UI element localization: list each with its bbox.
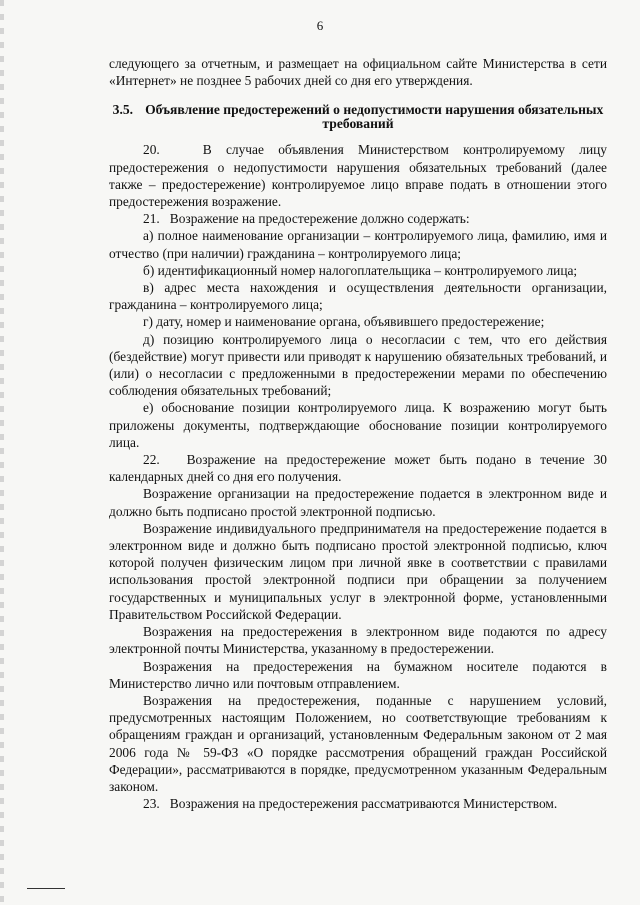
section-title: Объявление предостережений о недопустимости нарушения обязательных требований (145, 102, 604, 132)
paragraph-21: 21. Возражение на предостережение должно содержать: (143, 211, 470, 227)
paragraph-electronic-submission: Возражения на предостережения в электронном виде подаются по адресу электронной почты Министерства, указанному в предостережении. (109, 624, 607, 657)
list-item-v: в) адрес места нахождения и осуществления деятельности организации, гражданина – контролируемого лица; (109, 280, 607, 313)
list-item-e: е) обоснование позиции контролируемого лица. К возражению могут быть приложены документы, подтверждающие обоснование позиции контролируемого лица. (109, 400, 607, 450)
list-item-d: д) позицию контролируемого лица о несогласии с тем, что его действия (бездействие) могут привести или приводят к нарушению обязательных требований, и (или) о несогласии с предложенными в предостережении мерами по обеспечению соблюдения обязательных требований; (109, 331, 607, 399)
list-item-b: б) идентификационный номер налогоплательщика – контролируемого лица; (143, 262, 578, 278)
section-heading (109, 103, 607, 131)
paragraph-22: 22. Возражение на предостережение может быть подано в течение 30 календарных дней со дня его получения. (109, 452, 607, 485)
footer-rule (27, 888, 65, 889)
paragraph-organization-objection: Возражение организации на предостережение подается в электронном виде и должно быть подписано простой электронной подписью. (109, 486, 607, 519)
list-item-g: г) дату, номер и наименование органа, объявившего предостережение; (143, 314, 545, 330)
paragraph-23: 23. Возражения на предостережения рассматриваются Министерством. (143, 796, 558, 812)
paragraph-continuation: следующего за отчетным, и размещает на официальном сайте Министерства в сети «Интернет» не позднее 5 рабочих дней со дня его утверждения. (109, 56, 607, 89)
section-number: 3.5. (112, 102, 134, 118)
paragraph-20: 20. В случае объявления Министерством контролируемому лицу предостережения о недопустимости нарушения обязательных требований (далее также – предостережение) контролируемое лицо вправе подать в отношении этого предостережения возражение. (109, 142, 607, 210)
paragraph-paper-submission: Возражения на предостережения на бумажном носителе подаются в Министерство лично или почтовым отправлением. (109, 658, 607, 691)
document-body (109, 55, 607, 812)
paragraph-entrepreneur-objection: Возражение индивидуального предпринимателя на предостережение подается в электронном виде и должно быть подписано простой электронной подписью, ключ которой получен физическим лицом при личной явке в соответствии с правилами использования простой электронной подписи при обращении за получением государственных и муниципальных услуг в электронной форме, установленными Правительством Российской Федерации. (109, 520, 607, 622)
paragraph-nonconforming-objections: Возражения на предостережения, поданные с нарушением условий, предусмотренных настоящим Положением, но соответствующие требованиям к обращениям граждан и организаций, установленным Федеральным законом от 2 мая 2006 года № 59-ФЗ «О порядке рассмотрения обращений граждан Российской Федерации», рассматриваются в порядке, предусмотренном указанным Федеральным законом. (109, 692, 607, 794)
page-number: 6 (316, 18, 324, 33)
list-item-a: а) полное наименование организации – контролируемого лица, фамилию, имя и отчество (при наличии) гражданина – контролируемого лица; (109, 228, 607, 261)
binding-edge (0, 0, 4, 905)
